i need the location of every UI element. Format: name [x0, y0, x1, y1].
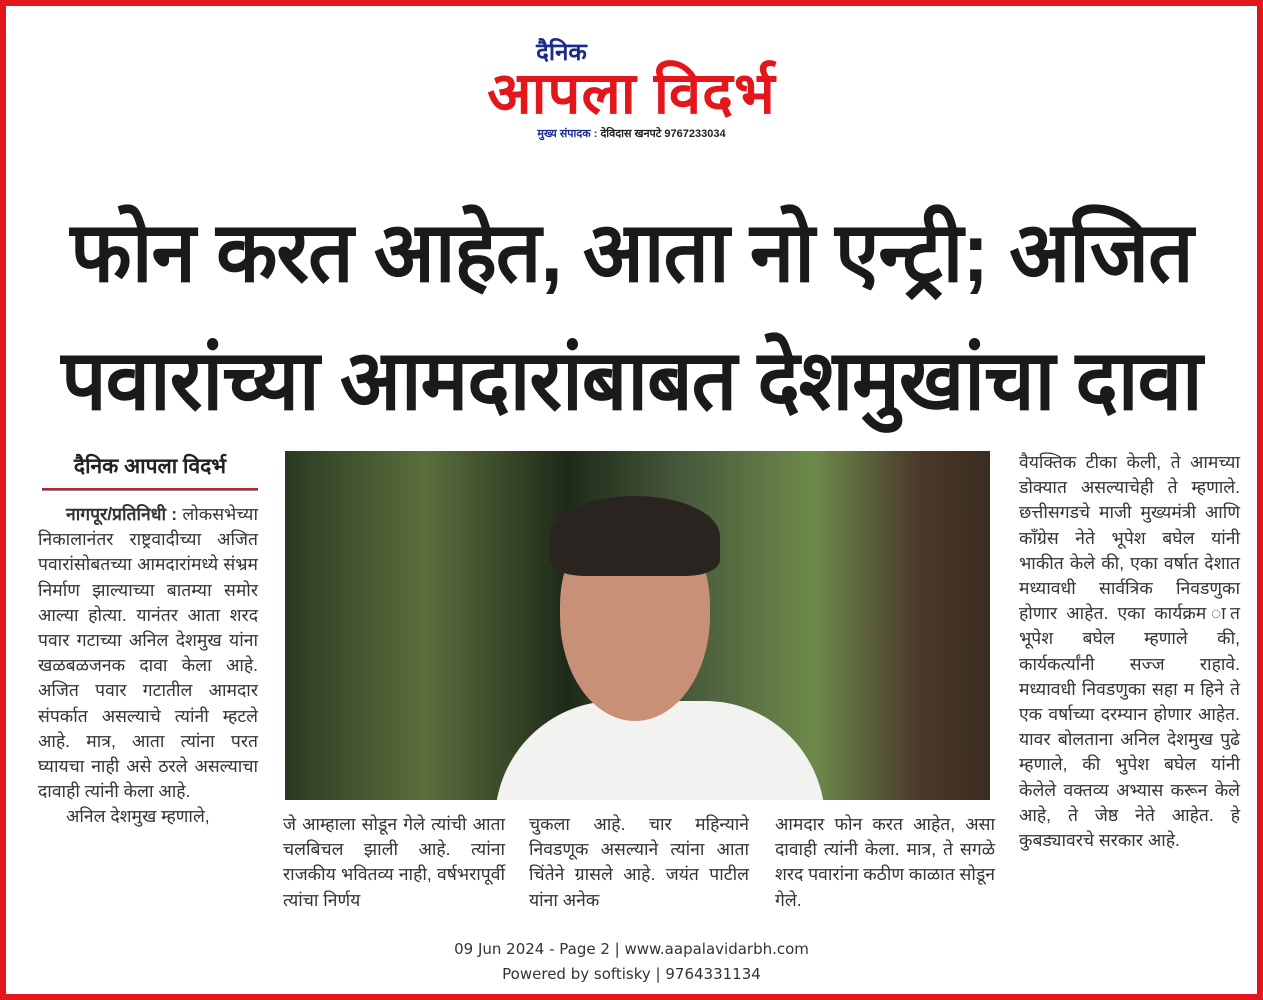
masthead-dainik: दैनिक — [536, 39, 587, 66]
photo-hair — [550, 496, 720, 576]
col1-para2: अनिल देशमुख म्हणाले, — [66, 806, 210, 827]
dateline: नागपूर/प्रतिनिधी : — [66, 504, 178, 524]
masthead-editor — [0, 126, 1263, 141]
footer-powered-by: Powered by softisky | 9764331134 — [502, 965, 761, 983]
editor-name: देविदास खनपटे 9767233034 — [600, 128, 726, 140]
article-column-4: आमदार फोन करत आहेत, असा दावाही त्यांनी केला. मात्र, ते सगळे शरद पवारांना कठीण काळात सोडून गेले. — [775, 814, 995, 910]
article-column-1 — [38, 502, 258, 830]
article-column-2: जे आम्हाला सोडून गेले त्यांची आता चलबिचल झाली आहे. त्यांना राजकीय भवितव्य नाही, वर्षभरापूर्वी त्यांचा निर्णय — [283, 814, 505, 910]
article-photo — [285, 451, 990, 800]
col1-text: लोकसभेच्या निकालानंतर राष्ट्रवादीच्या अजित पवारांसोबतच्या आमदारांमध्ये संभ्रम निर्माण झाल्याच्या बातम्या समोर आल्या होत्या. यानंतर आता शरद पवार गटाच्या अनिल देशमुख यांना खळबळजनक दावा केला आहे. अजित पवार गटातील आमदार संपर्कात असल्याचे त्यांनी म्हटले आहे. मात्र, आता त्यांना परत घ्यायचा नाही असे ठरले असल्याचा दावाही त्यांनी केला आहे. — [38, 504, 258, 802]
divider — [42, 488, 258, 491]
footer-date-page: 09 Jun 2024 - Page 2 | www.aapalavidarbh.com — [454, 940, 809, 958]
masthead-title: आपला विदर्भ — [487, 61, 776, 126]
editor-label: मुख्य संपादक : — [537, 128, 598, 140]
photo-shirt — [495, 701, 825, 800]
article-brand: दैनिक आपला विदर्भ — [73, 455, 227, 478]
footer — [0, 937, 1263, 987]
headline: फोन करत आहेत, आता नो एन्ट्री; अजित पवारांच्या आमदारांबाबत देशमुखांचा दावा — [61, 205, 1202, 427]
article-column-3: चुकला आहे. चार महिन्याने निवडणूक असल्याने त्यांना आता चिंतेने ग्रासले आहे. जयंत पाटील यांना अनेक — [529, 814, 749, 910]
masthead — [0, 40, 1263, 141]
article-column-5: वैयक्तिक टीका केली, ते आमच्या डोक्यात असल्याचेही ते म्हणाले. छत्तीसगडचे माजी मुख्यमंत्री आणि काँग्रेस नेते भूपेश बघेल यांनी भाकीत केले की, एका वर्षात देशात मध्यावधी सार्वत्रिक निवडणुका होणार आहेत. एका कार्यक्रम ात भूपेश बघेल म्हणाले की, कार्यकर्त्यांनी सज्ज राहावे. मध्यावधी निवडणुका सहा म हिने ते एक वर्षाच्या दरम्यान होणार आहेत. यावर बोलताना अनिल देशमुख पुढे म्हणाले, की भुपेश बघेल यांनी केलेले वक्तव्य अभ्यास करून केले आहे, ते जेष्ठ नेते आहेत. हे कुबड्यावरचे सरकार आहे. — [1019, 452, 1240, 851]
